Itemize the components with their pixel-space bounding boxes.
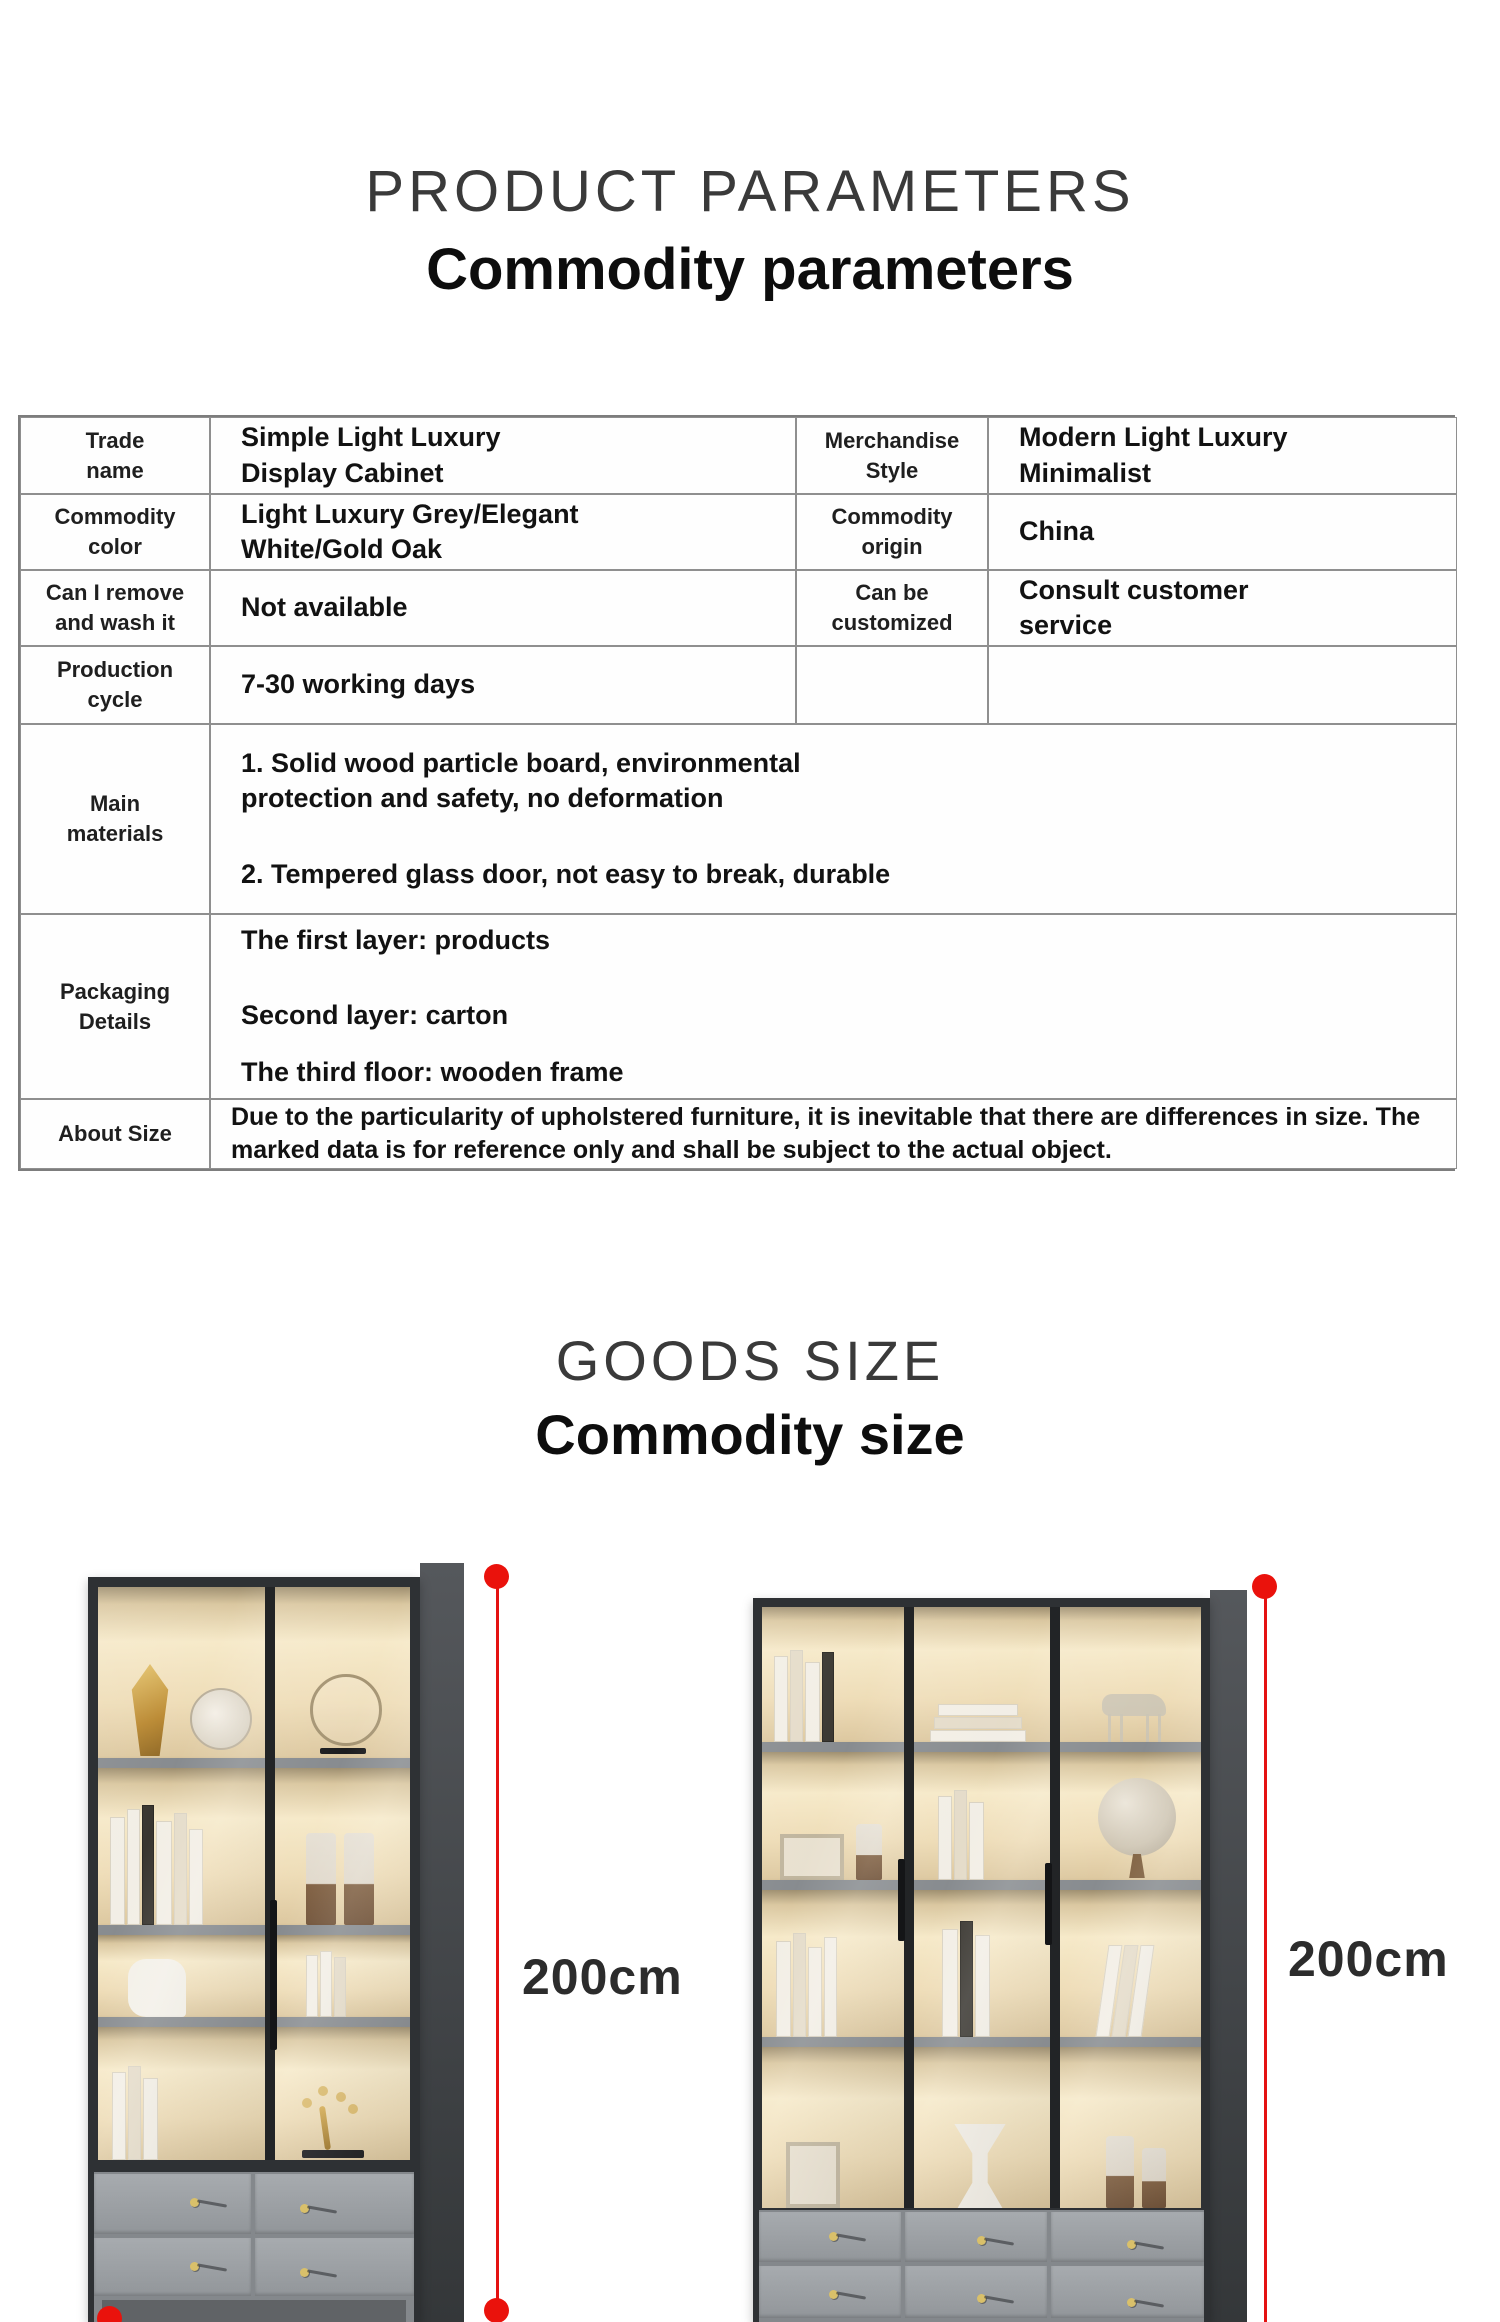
drawer-knob — [977, 2294, 986, 2303]
cabinet-interior — [98, 1587, 410, 2160]
door-mullion — [265, 1587, 275, 2160]
param-value-commodity-color: Light Luxury Grey/Elegant White/Gold Oak — [210, 494, 796, 570]
glass-door — [275, 1587, 410, 2160]
measure-dot-bottom-left — [484, 2298, 509, 2322]
param-value-can-be-customized: Consult customer service — [988, 570, 1457, 646]
drawer — [1051, 2266, 1204, 2318]
drawer — [905, 2266, 1047, 2318]
param-label-main-materials: Main materials — [20, 724, 210, 914]
cabinet-side-panel — [1210, 1590, 1247, 2322]
param-label-merchandise-style: Merchandise Style — [796, 417, 988, 494]
right-cabinet-image — [753, 1590, 1247, 2322]
drawer-knob — [190, 2262, 199, 2271]
drawer-knob — [829, 2290, 838, 2299]
cabinet-interior — [762, 1607, 1201, 2208]
goods-size-title: GOODS SIZE — [555, 1329, 945, 1392]
drawer-unit — [759, 2210, 1204, 2322]
param-value-about-size: Due to the particularity of upholstered furniture, it is inevitable that there are differences in size. The marked data is for reference only and shall be subject to the actual object. — [210, 1099, 1457, 1169]
measure-dot-top-left — [484, 1564, 509, 1589]
param-label-about-size: About Size — [20, 1099, 210, 1169]
param-value-merchandise-style: Modern Light Luxury Minimalist — [988, 417, 1457, 494]
commodity-parameters-subtitle: Commodity parameters — [426, 237, 1074, 302]
glass-door — [914, 1607, 1050, 2208]
glass-door — [762, 1607, 904, 2208]
param-label-trade-name: Trade name — [20, 417, 210, 494]
parameters-table — [18, 415, 1455, 1171]
measure-dot-top-right — [1252, 1574, 1277, 1599]
door-handle — [1045, 1863, 1052, 1945]
param-label-packaging-details: Packaging Details — [20, 914, 210, 1099]
param-label-commodity-color: Commodity color — [20, 494, 210, 570]
param-label-production-cycle: Production cycle — [20, 646, 210, 724]
drawer-knob — [977, 2236, 986, 2245]
param-value-remove-wash: Not available — [210, 570, 796, 646]
drawer — [255, 2238, 414, 2296]
cabinet-side-panel — [420, 1563, 464, 2322]
drawer-knob — [300, 2204, 309, 2213]
param-empty-cell — [796, 646, 988, 724]
drawer-knob — [1127, 2298, 1136, 2307]
drawer-knob — [190, 2198, 199, 2207]
param-label-can-be-customized: Can be customized — [796, 570, 988, 646]
param-value-commodity-origin: China — [988, 494, 1457, 570]
param-value-production-cycle: 7-30 working days — [210, 646, 796, 724]
drawer-knob — [1127, 2240, 1136, 2249]
door-handle — [270, 1900, 277, 2050]
param-label-remove-wash: Can I remove and wash it — [20, 570, 210, 646]
cabinet-plinth — [102, 2300, 406, 2322]
param-value-packaging-details: The first layer: products Second layer: carton The third floor: wooden frame — [210, 914, 1457, 1099]
product-parameters-title: PRODUCT PARAMETERS — [365, 159, 1135, 224]
param-value-trade-name: Simple Light Luxury Display Cabinet — [210, 417, 796, 494]
drawer-knob — [829, 2232, 838, 2241]
door-handle — [898, 1859, 905, 1941]
drawer — [905, 2212, 1047, 2262]
cabinet-front — [88, 1577, 420, 2322]
height-label-right: 200cm — [1288, 1931, 1449, 1987]
glass-door — [1060, 1607, 1201, 2208]
param-value-main-materials: 1. Solid wood particle board, environmental protection and safety, no deformation 2. Tempered glass door, not easy to break, durable — [210, 724, 1457, 914]
param-empty-cell — [988, 646, 1457, 724]
drawer — [94, 2238, 251, 2296]
drawer — [1051, 2212, 1204, 2262]
left-cabinet-image — [88, 1563, 464, 2322]
height-label-left: 200cm — [522, 1949, 683, 2005]
glass-door — [98, 1587, 265, 2160]
height-measure-line-right — [1264, 1586, 1267, 2322]
param-label-commodity-origin: Commodity origin — [796, 494, 988, 570]
drawer — [94, 2174, 251, 2234]
door-mullion — [904, 1607, 914, 2208]
commodity-size-subtitle: Commodity size — [535, 1403, 965, 1466]
cabinet-front — [753, 1598, 1210, 2322]
drawer — [255, 2174, 414, 2234]
drawer-unit — [94, 2172, 414, 2322]
drawer-knob — [300, 2268, 309, 2277]
height-measure-line-left — [496, 1576, 499, 2312]
